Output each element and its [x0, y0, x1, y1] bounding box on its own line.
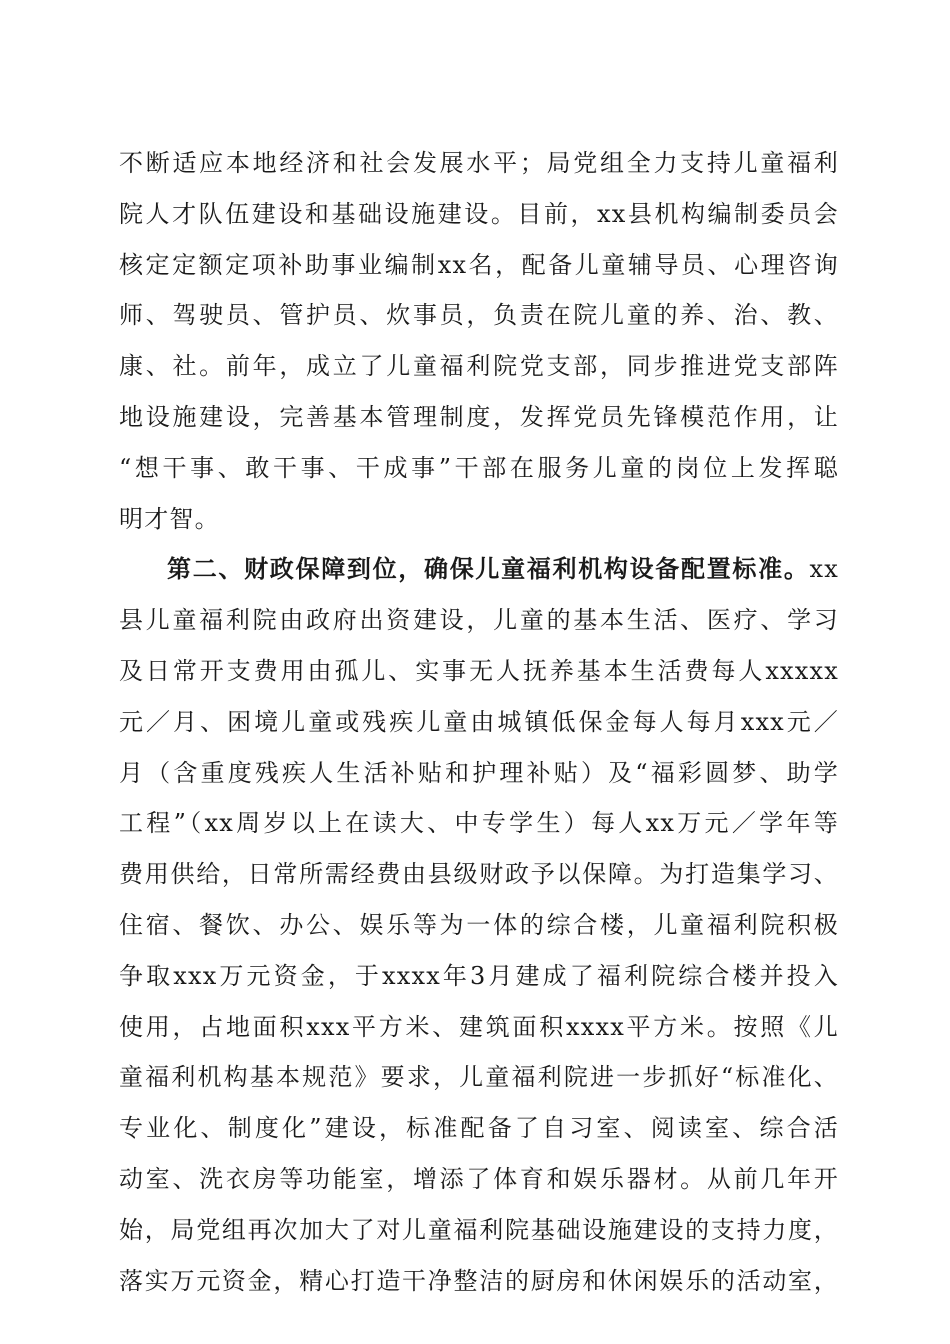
section-heading: 第二、财政保障到位，确保儿童福利机构设备配置标准。	[167, 554, 810, 584]
paragraph-line: 落实万元资金，精心打造干净整洁的厨房和休闲娱乐的活动室，	[119, 1266, 839, 1295]
paragraph-line: 月（含重度残疾人生活补贴和护理补贴）及“福彩圆梦、助学	[119, 758, 839, 787]
paragraph-line: 元／月、困境儿童或残疾儿童由城镇低保金每人每月xxx元／	[119, 707, 839, 736]
paragraph-line: 工程”（xx周岁以上在读大、中专学生）每人xx万元／学年等	[119, 809, 839, 838]
paragraph-1	[119, 138, 839, 544]
paragraph-2	[119, 544, 839, 1306]
paragraph-line: 院人才队伍建设和基础设施建设。目前，xx县机构编制委员会	[119, 199, 839, 228]
paragraph-line: 及日常开支费用由孤儿、实事无人抚养基本生活费每人xxxxx	[119, 656, 839, 685]
paragraph-line: 住宿、餐饮、办公、娱乐等为一体的综合楼，儿童福利院积极	[119, 910, 839, 939]
paragraph-line: 费用供给，日常所需经费由县级财政予以保障。为打造集学习、	[119, 860, 839, 889]
paragraph-line: “想干事、敢干事、干成事”干部在服务儿童的岗位上发挥聪	[119, 453, 839, 482]
paragraph-line: 争取xxx万元资金，于xxxx年3月建成了福利院综合楼并投入	[119, 961, 839, 990]
paragraph-first-line	[119, 544, 839, 595]
paragraph-line: 师、驾驶员、管护员、炊事员，负责在院儿童的养、治、教、	[119, 301, 839, 330]
paragraph-line: 核定定额定项补助事业编制xx名，配备儿童辅导员、心理咨询	[119, 250, 839, 279]
heading-tail-text: xx	[809, 555, 839, 584]
paragraph-line: 始，局党组再次加大了对儿童福利院基础设施建设的支持力度，	[119, 1215, 839, 1244]
paragraph-line: 康、社。前年，成立了儿童福利院党支部，同步推进党支部阵	[119, 352, 839, 381]
paragraph-line: 使用，占地面积xxx平方米、建筑面积xxxx平方米。按照《儿	[119, 1012, 839, 1041]
paragraph-line: 不断适应本地经济和社会发展水平；局党组全力支持儿童福利	[119, 149, 839, 177]
paragraph-line: 童福利机构基本规范》要求，儿童福利院进一步抓好“标准化、	[119, 1063, 839, 1092]
paragraph-line: 专业化、制度化”建设，标准配备了自习室、阅读室、综合活	[119, 1114, 839, 1143]
paragraph-line: 动室、洗衣房等功能室，增添了体育和娱乐器材。从前几年开	[119, 1164, 839, 1193]
paragraph-line: 县儿童福利院由政府出资建设，儿童的基本生活、医疗、学习	[119, 606, 839, 635]
paragraph-line: 地设施建设，完善基本管理制度，发挥党员先锋模范作用，让	[119, 402, 839, 431]
paragraph-line: 明才智。	[119, 504, 220, 533]
document-body	[119, 138, 839, 1306]
